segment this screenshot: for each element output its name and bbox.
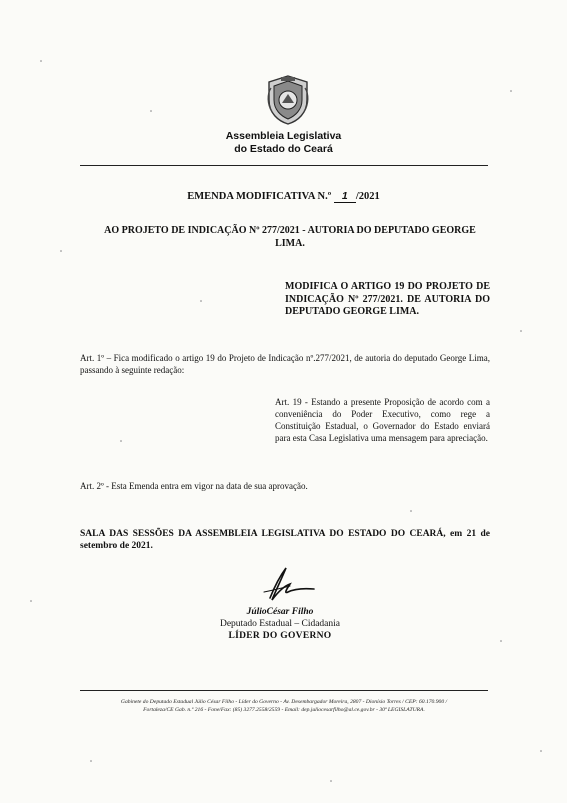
scan-speck	[40, 60, 42, 62]
scan-speck	[60, 250, 62, 252]
scan-speck	[510, 90, 512, 92]
scan-speck	[520, 330, 522, 332]
scan-speck	[540, 750, 542, 752]
amendment-summary: MODIFICA O ARTIGO 19 DO PROJETO DE INDICAÇÃO Nº 277/2021. DE AUTORIA DO DEPUTADO GEORGE LIMA.	[285, 281, 490, 317]
footer-address	[75, 698, 493, 714]
amendment-number: 1	[334, 190, 356, 203]
scan-speck	[120, 440, 122, 442]
scan-speck	[330, 780, 332, 782]
signer-role: Deputado Estadual – Cidadania	[219, 619, 341, 629]
amendment-title	[0, 190, 567, 203]
project-reference: AO PROJETO DE INDICAÇÃO Nº 277/2021 - AUTORIA DO DEPUTADO GEORGE LIMA.	[104, 225, 476, 249]
amendment-year: /2021	[355, 191, 380, 202]
scan-speck	[500, 640, 502, 642]
amendment-title-prefix: EMENDA MODIFICATIVA N.º	[187, 191, 332, 202]
scan-speck	[150, 110, 152, 112]
scan-speck	[90, 760, 92, 762]
scan-speck	[200, 300, 202, 302]
footer-line-1: Gabinete do Deputado Estadual Júlio César Filho - Líder do Governo - Av. Desembargador Moreira, 2807 - Dionísio Torres / CEP: 60.170.900 /	[120, 699, 448, 705]
institution-name: Assembleia Legislativa	[225, 130, 342, 142]
institution-state: do Estado do Ceará	[234, 143, 333, 155]
article-19-text: Art. 19 - Estando a presente Proposição de acordo com a conveniência do Poder Executivo, como rege a Constituição Estadual, o Governador do Estado enviará para esta Casa Legislativa uma mensagem para apreciação.	[275, 397, 490, 443]
state-coat-of-arms-icon	[263, 74, 313, 126]
signer-title: LÍDER DO GOVERNO	[228, 631, 332, 641]
session-closing: SALA DAS SESSÕES DA ASSEMBLEIA LEGISLATIVA DO ESTADO DO CEARÁ, em 21 de setembro de 2021.	[80, 529, 490, 551]
footer-line-2: Fortaleza/CE Gab. n.º 216 - Fone/Fax: (85) 3277.2558/2559 - Email: dep.juliocesarfilho@al.ce.gov.br - 30ª LEGISLATURA.	[143, 707, 425, 713]
scan-speck	[30, 600, 32, 602]
signer-name: JúlioCésar Filho	[246, 607, 314, 617]
footer-divider	[80, 690, 488, 691]
handwritten-signature	[240, 562, 320, 604]
article-1: Art. 1º – Fica modificado o artigo 19 do Projeto de Indicação nº.277/2021, de autoria do deputado George Lima, passando à seguinte redação:	[80, 353, 490, 375]
article-2: Art. 2º - Esta Emenda entra em vigor na data de sua aprovação.	[80, 481, 308, 491]
header-divider	[80, 165, 488, 166]
scan-speck	[410, 510, 412, 512]
